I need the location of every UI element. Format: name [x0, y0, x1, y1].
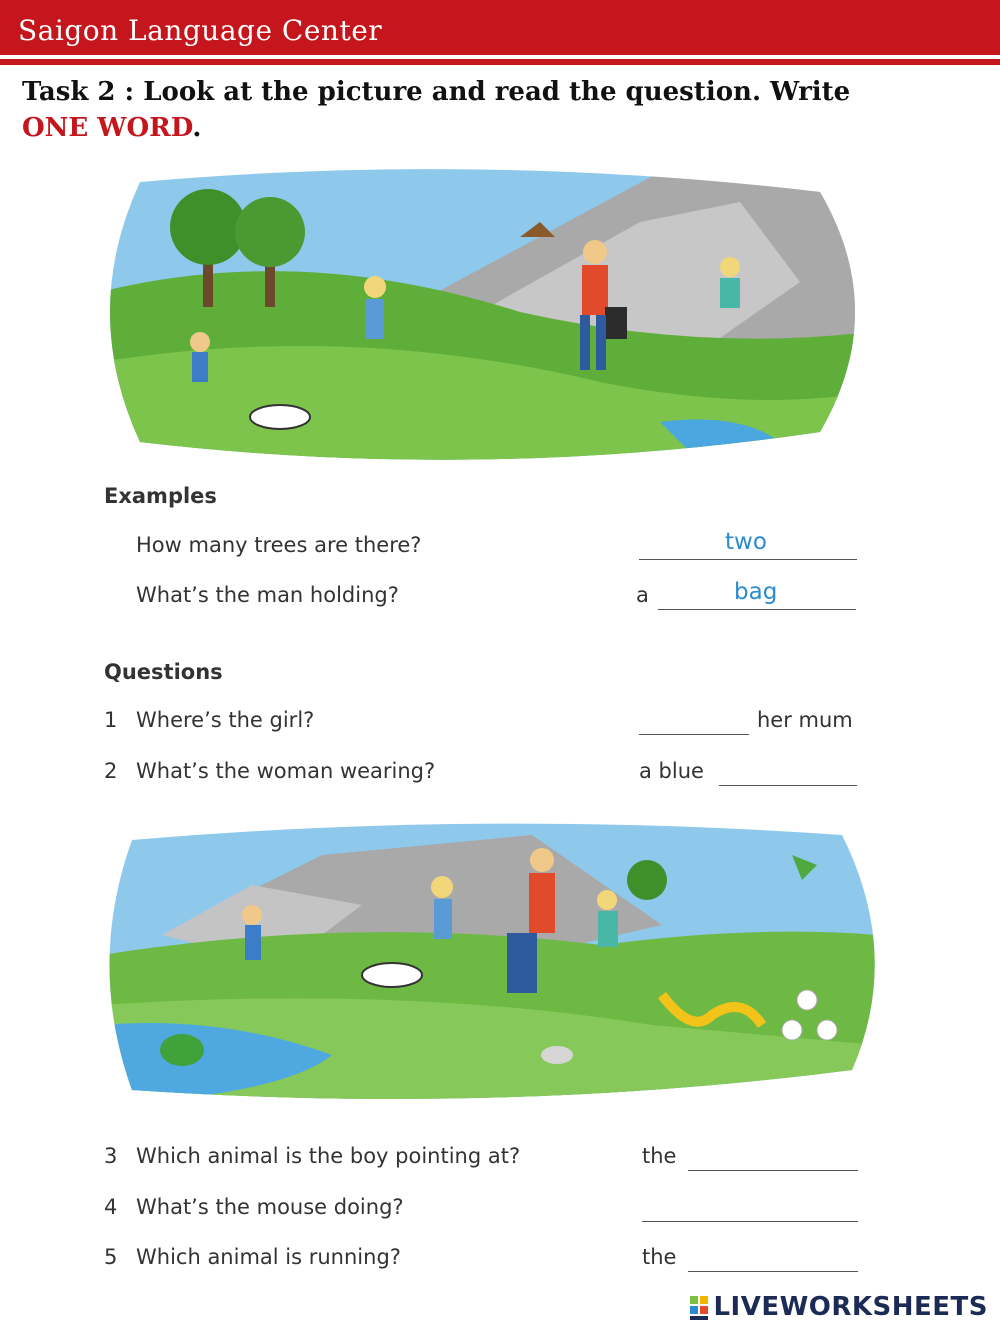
- liveworksheets-brand[interactable]: LIVEWORKSHEETS: [713, 1292, 988, 1322]
- question-text: Which animal is the boy pointing at?: [136, 1144, 521, 1168]
- question-row-3: [104, 1144, 864, 1174]
- scene-picture-2: [102, 815, 877, 1105]
- example-answer-word-2: bag: [734, 579, 778, 605]
- answer-line[interactable]: [719, 785, 857, 786]
- answer-line: [639, 559, 857, 560]
- answer-slot-4: [642, 1195, 862, 1225]
- answer-line[interactable]: [642, 1221, 858, 1222]
- example-answer-1: [639, 529, 859, 563]
- question-number: 2: [104, 759, 118, 783]
- question-text: Which animal is running?: [136, 1245, 401, 1269]
- examples-title: Examples: [104, 484, 217, 508]
- question-number: 1: [104, 708, 118, 732]
- question-text: What’s the woman wearing?: [136, 759, 436, 783]
- task-suffix: .: [192, 113, 202, 143]
- scene-picture-1: [100, 162, 870, 467]
- example-question-1: How many trees are there?: [136, 533, 422, 557]
- answer-prefix: a blue: [639, 759, 704, 783]
- example-question-2: What’s the man holding?: [136, 583, 399, 607]
- question-number: 4: [104, 1195, 118, 1219]
- answer-prefix: the: [642, 1144, 677, 1168]
- task-text: Task 2 : Look at the picture and read the question. Write: [22, 77, 851, 107]
- answer-slot-5: [642, 1245, 862, 1275]
- question-row-4: [104, 1195, 864, 1225]
- header-title: Saigon Language Center: [18, 14, 383, 47]
- question-text: What’s the mouse doing?: [136, 1195, 404, 1219]
- task-emphasis: ONE WORD: [22, 113, 193, 143]
- answer-slot-2: [639, 759, 864, 789]
- example-row-1: [104, 529, 864, 563]
- task-instruction: [22, 74, 962, 146]
- answer-line[interactable]: [688, 1271, 858, 1272]
- example-row-2: [104, 579, 864, 613]
- example-answer-word-1: two: [725, 529, 767, 555]
- answer-slot-3: [642, 1144, 862, 1174]
- answer-line[interactable]: [639, 734, 749, 735]
- answer-prefix: a: [636, 583, 649, 607]
- example-answer-2: [636, 579, 861, 613]
- answer-suffix: her mum: [757, 708, 853, 732]
- question-row-1: [104, 708, 864, 738]
- questions-title: Questions: [104, 660, 223, 684]
- question-number: 3: [104, 1144, 118, 1168]
- answer-line[interactable]: [688, 1170, 858, 1171]
- question-number: 5: [104, 1245, 118, 1269]
- question-row-2: [104, 759, 864, 789]
- header-bar: [0, 0, 1000, 59]
- answer-prefix: the: [642, 1245, 677, 1269]
- question-text: Where’s the girl?: [136, 708, 315, 732]
- answer-slot-1: [639, 708, 869, 738]
- answer-line: [658, 609, 856, 610]
- question-row-5: [104, 1245, 864, 1275]
